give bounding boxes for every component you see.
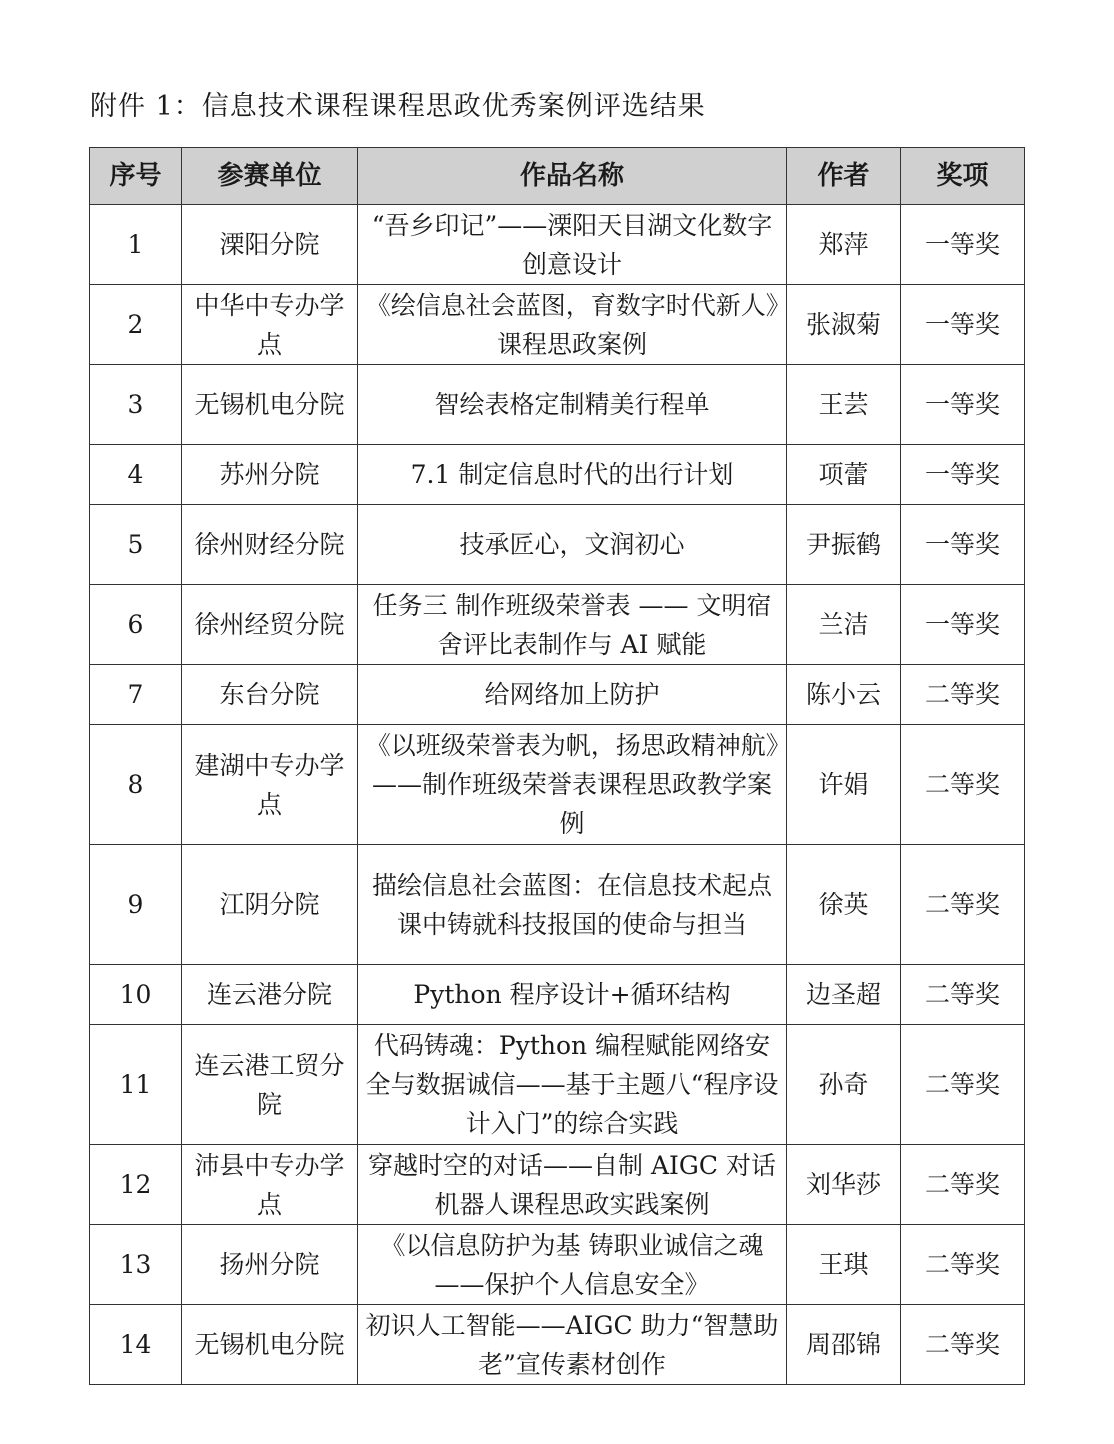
table-row <box>90 285 1025 365</box>
table-row <box>90 1025 1025 1145</box>
cell-author: 兰洁 <box>787 585 901 665</box>
cell-work-title: 《绘信息社会蓝图，育数字时代新人》课程思政案例 <box>358 285 787 365</box>
cell-award: 二等奖 <box>901 965 1025 1025</box>
cell-index: 1 <box>90 205 182 285</box>
cell-award: 一等奖 <box>901 285 1025 365</box>
cell-author: 尹振鹤 <box>787 505 901 585</box>
cell-index: 13 <box>90 1225 182 1305</box>
cell-index: 8 <box>90 725 182 845</box>
header-unit: 参赛单位 <box>182 148 358 205</box>
cell-work-title: 任务三 制作班级荣誉表 —— 文明宿舍评比表制作与 AI 赋能 <box>358 585 787 665</box>
cell-work-title: “吾乡印记”——溧阳天目湖文化数字创意设计 <box>358 205 787 285</box>
cell-unit: 江阴分院 <box>182 845 358 965</box>
cell-index: 2 <box>90 285 182 365</box>
table-body <box>90 205 1025 1385</box>
cell-author: 刘华莎 <box>787 1145 901 1225</box>
cell-work-title: 《以信息防护为基 铸职业诚信之魂——保护个人信息安全》 <box>358 1225 787 1305</box>
cell-work-title: 初识人工智能——AIGC 助力“智慧助老”宣传素材创作 <box>358 1305 787 1385</box>
cell-index: 4 <box>90 445 182 505</box>
cell-unit: 扬州分院 <box>182 1225 358 1305</box>
cell-unit: 徐州经贸分院 <box>182 585 358 665</box>
cell-author: 项蕾 <box>787 445 901 505</box>
table-row <box>90 725 1025 845</box>
cell-award: 二等奖 <box>901 725 1025 845</box>
table-row <box>90 205 1025 285</box>
cell-work-title: 给网络加上防护 <box>358 665 787 725</box>
cell-index: 7 <box>90 665 182 725</box>
table-header <box>90 148 1025 205</box>
cell-author: 王芸 <box>787 365 901 445</box>
cell-unit: 苏州分院 <box>182 445 358 505</box>
cell-award: 二等奖 <box>901 845 1025 965</box>
cell-author: 陈小云 <box>787 665 901 725</box>
cell-unit: 建湖中专办学点 <box>182 725 358 845</box>
cell-award: 二等奖 <box>901 1025 1025 1145</box>
results-table <box>89 147 1025 1385</box>
cell-index: 9 <box>90 845 182 965</box>
table-row <box>90 365 1025 445</box>
cell-author: 郑萍 <box>787 205 901 285</box>
table-row <box>90 1145 1025 1225</box>
cell-author: 许娟 <box>787 725 901 845</box>
cell-award: 一等奖 <box>901 585 1025 665</box>
cell-unit: 溧阳分院 <box>182 205 358 285</box>
cell-index: 11 <box>90 1025 182 1145</box>
header-author: 作者 <box>787 148 901 205</box>
cell-work-title: 《以班级荣誉表为帆，扬思政精神航》——制作班级荣誉表课程思政教学案例 <box>358 725 787 845</box>
cell-unit: 中华中专办学点 <box>182 285 358 365</box>
table-row <box>90 1305 1025 1385</box>
table-row <box>90 665 1025 725</box>
cell-work-title: 7.1 制定信息时代的出行计划 <box>358 445 787 505</box>
cell-work-title: 描绘信息社会蓝图：在信息技术起点课中铸就科技报国的使命与担当 <box>358 845 787 965</box>
header-work-title: 作品名称 <box>358 148 787 205</box>
cell-work-title: Python 程序设计+循环结构 <box>358 965 787 1025</box>
cell-author: 王琪 <box>787 1225 901 1305</box>
cell-award: 一等奖 <box>901 505 1025 585</box>
header-row <box>90 148 1025 205</box>
cell-author: 周邵锦 <box>787 1305 901 1385</box>
header-award: 奖项 <box>901 148 1025 205</box>
cell-award: 一等奖 <box>901 445 1025 505</box>
cell-work-title: 智绘表格定制精美行程单 <box>358 365 787 445</box>
document-title: 附件 1：信息技术课程课程思政优秀案例评选结果 <box>90 91 706 122</box>
cell-award: 一等奖 <box>901 365 1025 445</box>
cell-index: 14 <box>90 1305 182 1385</box>
cell-author: 孙奇 <box>787 1025 901 1145</box>
cell-author: 边圣超 <box>787 965 901 1025</box>
cell-award: 二等奖 <box>901 1225 1025 1305</box>
table-row <box>90 1225 1025 1305</box>
table-row <box>90 505 1025 585</box>
cell-award: 一等奖 <box>901 205 1025 285</box>
table-row <box>90 585 1025 665</box>
cell-award: 二等奖 <box>901 1145 1025 1225</box>
cell-work-title: 代码铸魂：Python 编程赋能网络安全与数据诚信——基于主题八“程序设计入门”的综合实践 <box>358 1025 787 1145</box>
cell-index: 10 <box>90 965 182 1025</box>
cell-index: 3 <box>90 365 182 445</box>
cell-work-title: 穿越时空的对话——自制 AIGC 对话机器人课程思政实践案例 <box>358 1145 787 1225</box>
table-row <box>90 845 1025 965</box>
table-row <box>90 965 1025 1025</box>
table-row <box>90 445 1025 505</box>
cell-unit: 东台分院 <box>182 665 358 725</box>
cell-index: 5 <box>90 505 182 585</box>
cell-unit: 连云港工贸分院 <box>182 1025 358 1145</box>
cell-unit: 无锡机电分院 <box>182 365 358 445</box>
cell-index: 6 <box>90 585 182 665</box>
cell-unit: 徐州财经分院 <box>182 505 358 585</box>
cell-award: 二等奖 <box>901 1305 1025 1385</box>
cell-work-title: 技承匠心，文润初心 <box>358 505 787 585</box>
header-index: 序号 <box>90 148 182 205</box>
cell-author: 徐英 <box>787 845 901 965</box>
cell-unit: 沛县中专办学点 <box>182 1145 358 1225</box>
cell-author: 张淑菊 <box>787 285 901 365</box>
cell-unit: 无锡机电分院 <box>182 1305 358 1385</box>
cell-unit: 连云港分院 <box>182 965 358 1025</box>
cell-award: 二等奖 <box>901 665 1025 725</box>
cell-index: 12 <box>90 1145 182 1225</box>
